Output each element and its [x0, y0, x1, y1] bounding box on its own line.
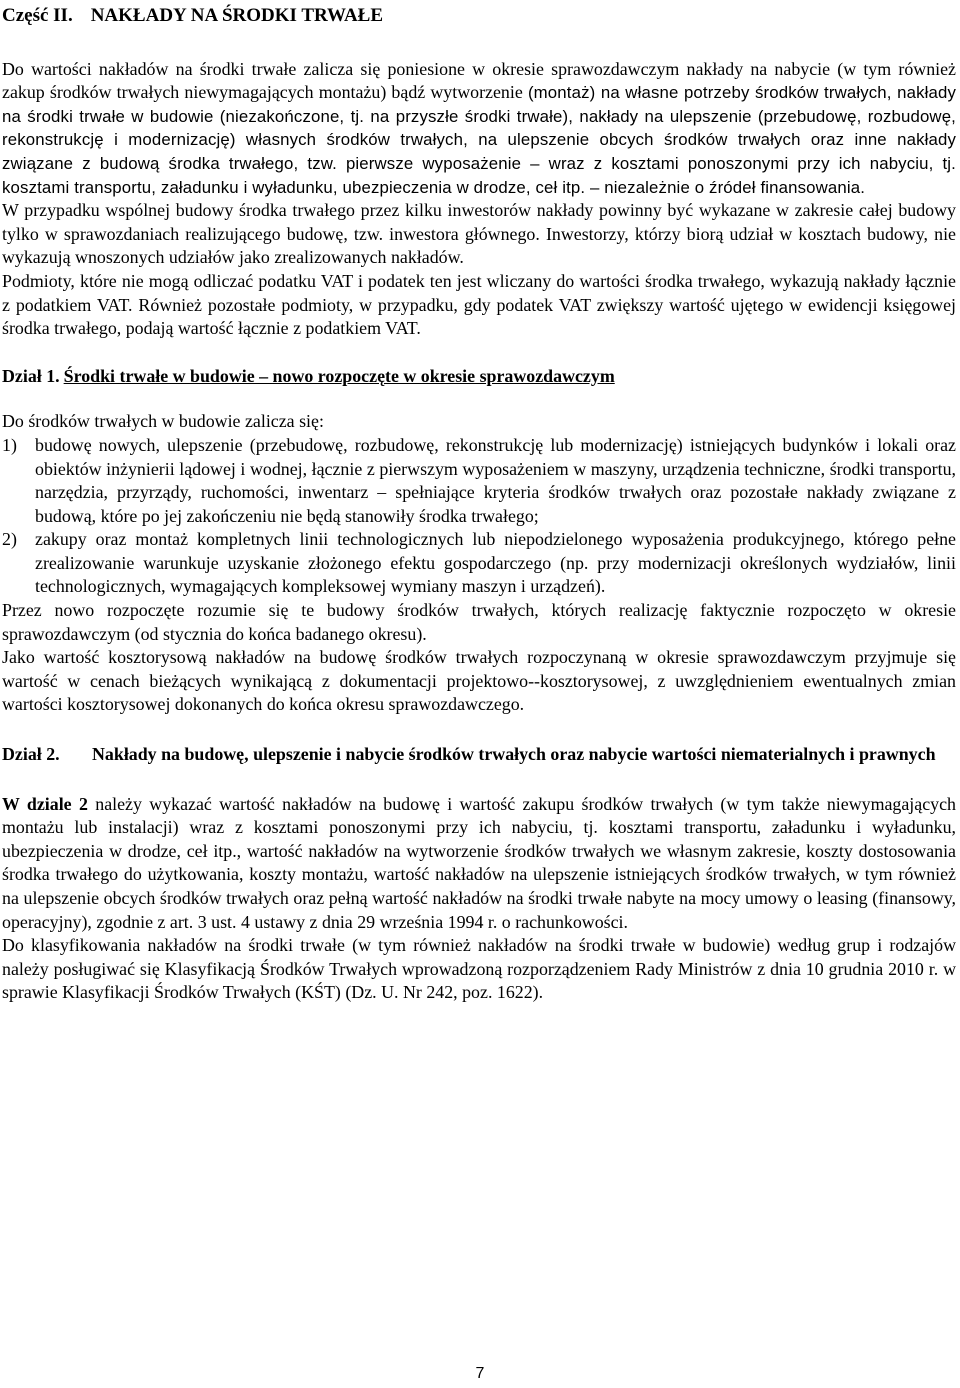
- list-item: [2, 434, 956, 528]
- section-title: Nakłady na budowę, ulepszenie i nabycie środków trwałych oraz nabycie wartości niematerialnych i prawnych: [92, 744, 936, 765]
- list-item-number: 1): [2, 434, 17, 455]
- paragraph-wartosc-kosztorysowa: Jako wartość kosztorysową nakładów na budowę środków trwałych rozpoczynaną w okresie sprawozdawczym przyjmuje się wartość w cenach bieżących wynikającą z dokumentacji projektowo--kosztorysowej, z uwzględnieniem ewentualnych zmian wartości kosztorysowej dokonanych do końca okresu sprawozdawczego.: [2, 647, 956, 715]
- paragraph-klasyfikacja: Do klasyfikowania nakładów na środki trwałe (w tym również nakładów na środki trwałe w budowie) według grup i rodzajów należy posługiwać się Klasyfikacją Środków Trwałych wprowadzoną rozporządzeniem Rady Ministrów z dnia 10 grudnia 2010 r. w sprawie Klasyfikacji Środków Trwałych (KŚT) (Dz. U. Nr 242, poz. 1622).: [2, 935, 956, 1003]
- list-item: [2, 528, 956, 599]
- section-heading-dzial-2: [2, 743, 956, 767]
- list-item-number: 2): [2, 529, 17, 550]
- paragraph-dzial-2-scope: [2, 793, 956, 935]
- intro-paragraph-2: W przypadku wspólnej budowy środka trwałego przez kilku inwestorów nakłady powinny być wykazane w zakresie całej budowy tylko w sprawozdaniach realizującego budowę, tzw. inwestora głównego. Inwestorzy, którzy biorą udział w kosztach budowy, nie wykazują wnoszonych udziałów jako zrealizowanych nakładów.: [2, 200, 956, 268]
- page-number: 7: [475, 1365, 485, 1382]
- intro-paragraph-1: [2, 58, 956, 200]
- paragraph-text: należy wykazać wartość nakładów na budowę i wartość zakupu środków trwałych (w tym także niewymagających montażu lub instalacji) wraz z kosztami ponoszonymi przy ich nabyciu, tj. kosztami transportu, załadunku i wyładunku, ubezpieczenia w drodze, ceł itp., wartość nakładów na wytworzenie środków trwałych we własnym zakresie, koszty dostosowania środka trwałego do użytkowania, koszty montażu, wartość nakładów na ulepszenie istniejących środków trwałych, w tym również na ulepszenie obcych środków trwałych oraz pełną wartość nakładów na środki trwałe nabyte na mocy umowy o leasing (finansowy, operacyjny), zgodnie z art. 3 ust. 4 ustawy z dnia 29 września 1994 r. o rachunkowości.: [2, 793, 956, 932]
- document-page: [2, 4, 956, 1005]
- construction-items-list: [2, 434, 956, 599]
- list-item-text: budowę nowych, ulepszenie (przebudowę, rozbudowę, rekonstrukcję lub modernizację) istniejących budynków i lokali oraz obiektów inżynierii lądowej i wodnej, łącznie z pierwszym wyposażeniem w maszyny, urządzenia techniczne, środki transportu, narzędzia, przyrządy, ruchomości, inwentarz – spełniające kryteria środków trwałych oraz pozostałe nakłady związane z budową, które po jej zakończeniu nie będą stanowiły środka trwałego;: [35, 434, 956, 526]
- list-item-text: zakupy oraz montaż kompletnych linii technologicznych lub niepodzielonego wyposażenia produkcyjnego, którego pełne zrealizowanie warunkuje uzyskanie złożonego efektu gospodarczego (np. przy modernizacji określonych wydziałów, linii technologicznych, wymagających kompleksowej wymiany maszyn i urządzeń).: [35, 529, 956, 597]
- list-lead: Do środków trwałych w budowie zalicza się:: [2, 411, 324, 432]
- part-number: Część II.: [2, 5, 73, 26]
- intro-paragraph-3: Podmioty, które nie mogą odliczać podatku VAT i podatek ten jest wliczany do wartości środka trwałego, wykazują nakłady łącznie z podatkiem VAT. Również pozostałe podmioty, w przypadku, gdy podatek VAT zwiększy wartość ujętego w ewidencji księgowej środka trwałego, podają wartość łącznie z podatkiem VAT.: [2, 270, 956, 339]
- section-heading-dzial-1: [2, 365, 956, 389]
- intro-text-serif: Do wartości nakładów na środki trwałe zalicza się poniesione w okresie sprawozdawczym nakłady na nabycie (w tym również zakup środków trwałych niewymagających montażu) bądź wytworzenie: [2, 58, 956, 103]
- intro-text-sans: (montaż) na własne potrzeby środków trwałych, nakłady na środki trwałe w budowie (niezakończone, tj. na przyszłe środki trwałe), nakłady na ulepszenie (przebudowę, rozbudowę, rekonstrukcję i modernizację) własnych środków trwałych, na ulepszenie obcych środków trwałych oraz inne nakłady związane z budową środka trwałego, tzw. pierwsze wyposażenie – wraz z kosztami ponoszonymi przy ich nabyciu, tj. kosztami transportu, załadunku i wyładunku, ubezpieczenia w drodze, ceł itp. – niezależnie o źródeł finansowania.: [2, 83, 956, 197]
- part-title: [2, 4, 956, 28]
- section-label: Dział 2.: [2, 744, 60, 765]
- section-title: Środki trwałe w budowie – nowo rozpoczęte w okresie sprawozdawczym: [63, 365, 615, 386]
- section-label: Dział 1.: [2, 365, 60, 386]
- paragraph-nowo-rozpoczete: Przez nowo rozpoczęte rozumie się te budowy środków trwałych, których realizację faktycznie rozpoczęto w okresie sprawozdawczym (od stycznia do końca badanego okresu).: [2, 600, 956, 644]
- part-heading: NAKŁADY NA ŚRODKI TRWAŁE: [90, 5, 384, 26]
- bold-lead: W dziale 2: [2, 793, 88, 814]
